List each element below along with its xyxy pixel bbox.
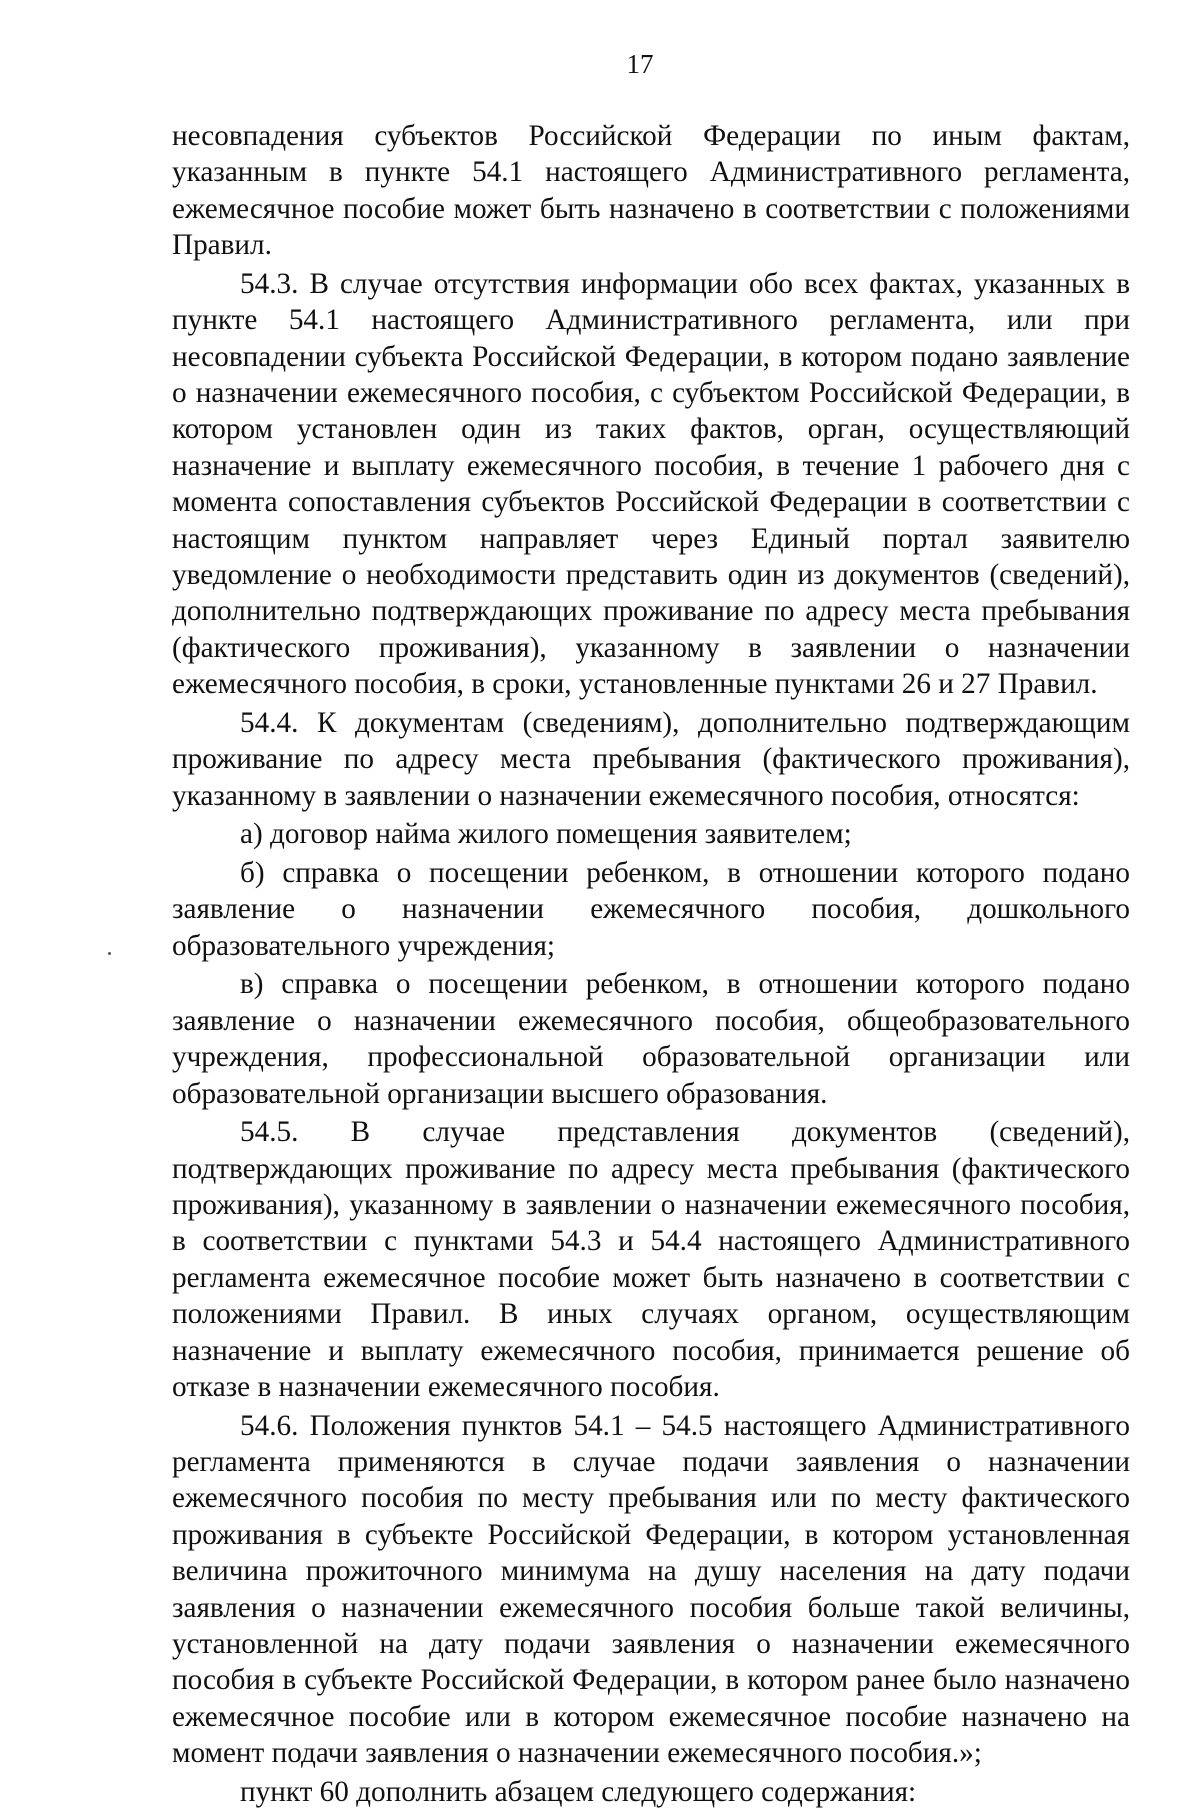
paragraph-point-60: пункт 60 дополнить абзацем следующего содержания: [240, 1775, 917, 1808]
document-body [172, 118, 1130, 1812]
scan-speck [108, 952, 111, 955]
paragraph-54-4: 54.4. К документам (сведениям), дополнительно подтверждающим проживание по адресу места пребывания (фактического проживания), указанному в заявлении о назначении ежемесячного пособия, относятся: [172, 706, 1130, 812]
list-item-a: а) договор найма жилого помещения заявителем; [240, 818, 852, 851]
paragraph-54-6: 54.6. Положения пунктов 54.1 – 54.5 настоящего Административного регламента применяются в случае подачи заявления о назначении ежемесячного пособия по месту пребывания или по месту фактического проживания в субъекте Российской Федерации, в котором установленная величина прожиточного минимума на душу населения на дату подачи заявления о назначении ежемесячного пособия больше такой величины, установленной на дату подачи заявления о назначении ежемесячного пособия в субъекте Российской Федерации, в котором ранее было назначено ежемесячное пособие или в котором ежемесячное пособие назначено на момент подачи заявления о назначении ежемесячного пособия.»; [172, 1409, 1130, 1770]
list-item-v: в) справка о посещении ребенком, в отношении которого подано заявление о назначении ежемесячного пособия, общеобразовательного учреждения, профессиональной образовательной организации или образовательной организации высшего образования. [172, 968, 1130, 1110]
paragraph-54-3: 54.3. В случае отсутствия информации обо всех фактах, указанных в пункте 54.1 настоящего Административного регламента, или при несовпадении субъекта Российской Федерации, в котором подано заявление о назначении ежемесячного пособия, с субъектом Российской Федерации, в котором установлен один из таких фактов, орган, осуществляющий назначение и выплату ежемесячного пособия, в течение 1 рабочего дня с момента сопоставления субъектов Российской Федерации в соответствии с настоящим пунктом направляет через Единый портал заявителю уведомление о необходимости представить один из документов (сведений), дополнительно подтверждающих проживание по адресу места пребывания (фактического проживания), указанному в заявлении о назначении ежемесячного пособия, в сроки, установленные пунктами 26 и 27 Правил. [172, 267, 1130, 701]
paragraph-54-5: 54.5. В случае представления документов (сведений), подтверждающих проживание по адресу места пребывания (фактического проживания), указанному в заявлении о назначении ежемесячного пособия, в соответствии с пунктами 54.3 и 54.4 настоящего Административного регламента ежемесячное пособие может быть назначено в соответствии с положениями Правил. В иных случаях органом, осуществляющим назначение и выплату ежемесячного пособия, принимается решение об отказе в назначении ежемесячного пособия. [172, 1116, 1130, 1403]
page-number: 17 [626, 49, 654, 79]
list-item-b: б) справка о посещении ребенком, в отношении которого подано заявление о назначении ежемесячного пособия, дошкольного образовательного учреждения; [172, 856, 1130, 962]
paragraph-continuation: несовпадения субъектов Российской Федерации по иным фактам, указанным в пункте 54.1 настоящего Административного регламента, ежемесячное пособие может быть назначено в соответствии с положениями Правил. [172, 120, 1130, 262]
